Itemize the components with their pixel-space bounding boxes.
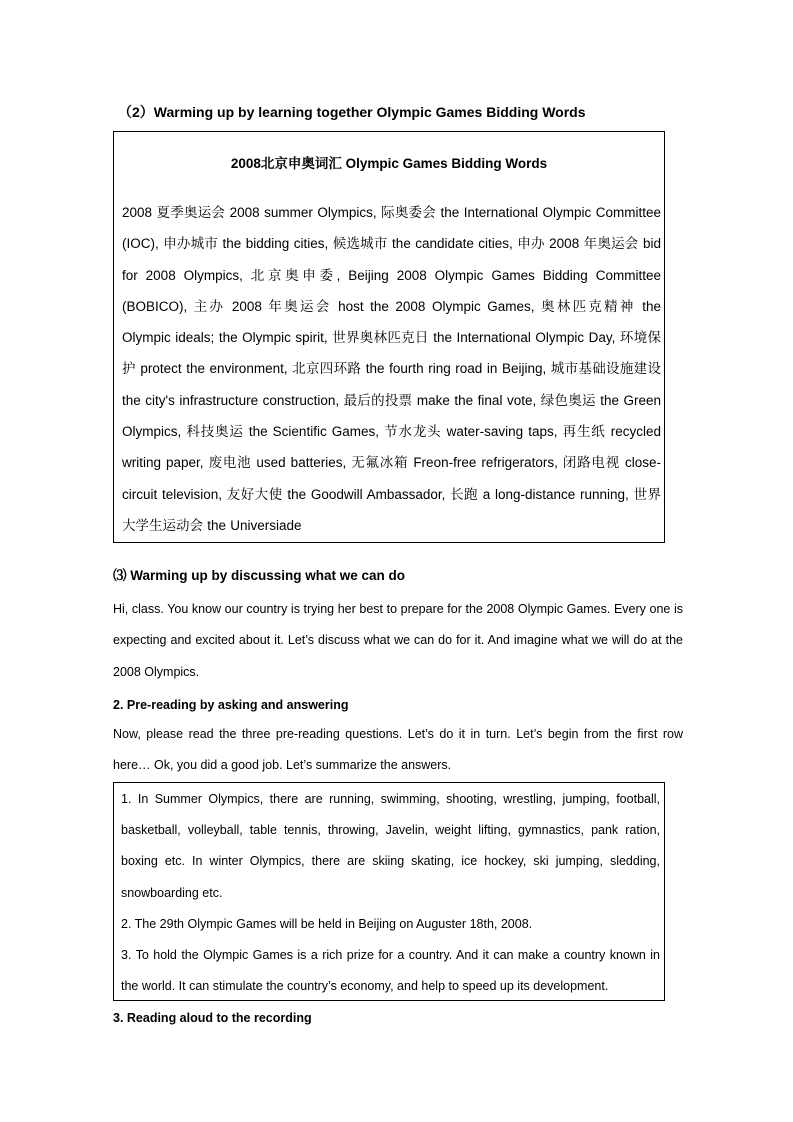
answers-list <box>121 784 660 1002</box>
answers-box <box>113 782 665 1001</box>
section-3-heading: ⑶ Warming up by discussing what we can do <box>113 568 406 583</box>
answer-item: 3. To hold the Olympic Games is a rich prize for a country. And it can make a country known in the world. It can stimulate the country’s economy, and help to speed up its development. <box>121 948 660 994</box>
answer-item: 1. In Summer Olympics, there are running, swimming, shooting, wrestling, jumping, football, basketball, volleyball, table tennis, throwing, Javelin, weight lifting, gymnastics, pank ration, boxing etc. In winter Olympics, there are skiing skating, ice hockey, ski jumping, sledding, snowboarding etc. <box>121 792 660 900</box>
answer-item: 2. The 29th Olympic Games will be held in Beijing on Auguster 18th, 2008. <box>121 916 533 931</box>
prereading-heading: 2. Pre-reading by asking and answering <box>113 698 349 712</box>
bidding-words-box <box>113 131 665 543</box>
bidding-words-text: 2008 夏季奥运会 2008 summer Olympics, 际奥委会 the International Olympic Committee (IOC), 申办城市 the bidding cities, 候选城市 the candidate cities, 申办 2008 年奥运会 bid for 2008 Olympics, 北京奥申委, Beijing 2008 Olympic Games Bidding Committee (BOBICO), 主办 2008 年奥运会 host the 2008 Olympic Games, 奥林匹克精神 the Olympic ideals; the Olympic spirit, 世界奥林匹克日 the International Olympic Day, 环境保护 protect the environment, 北京四环路 the fourth ring road in Beijing, 城市基础设施建设 the city's infrastructure construction, 最后的投票 make the final vote, 绿色奥运 the Green Olympics, 科技奥运 the Scientific Games, 节水龙头 water-saving taps, 再生纸 recycled writing paper, 废电池 used batteries, 无氟冰箱 Freon-free refrigerators, 闭路电视 close-circuit television, 友好大使 the Goodwill Ambassador, 长跑 a long-distance running, 世界大学生运动会 the Universiade <box>122 205 661 533</box>
section-2-heading: （2）Warming up by learning together Olympic Games Bidding Words <box>118 104 586 120</box>
bidding-words-title: 2008北京申奥词汇 Olympic Games Bidding Words <box>230 156 548 171</box>
discussion-paragraph: Hi, class. You know our country is trying her best to prepare for the 2008 Olympic Games. Every one is expecting and excited about it. Let’s discuss what we can do for it. And imagine what we will do at the 2008 Olympics. <box>113 602 683 679</box>
prereading-paragraph: Now, please read the three pre-reading questions. Let’s do it in turn. Let’s begin from the first row here… Ok, you did a good job. Let’s summarize the answers. <box>113 727 683 773</box>
reading-heading: 3. Reading aloud to the recording <box>113 1011 312 1025</box>
